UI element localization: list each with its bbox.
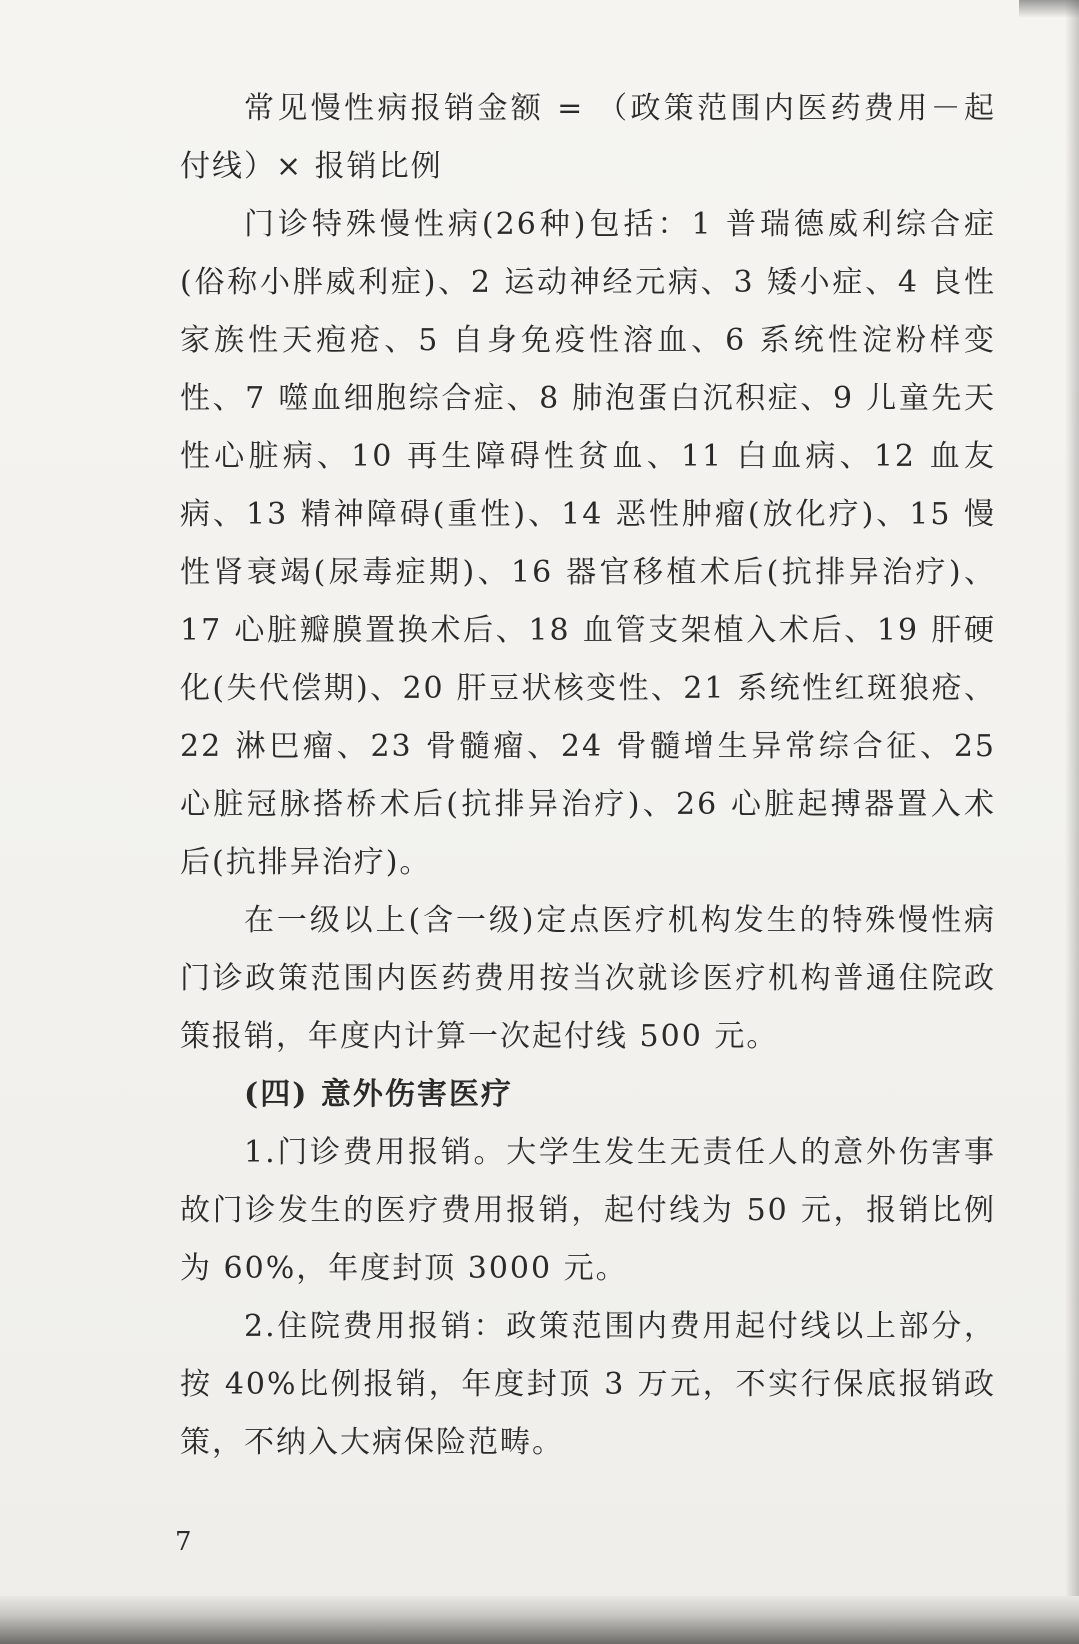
body-text xyxy=(180,80,996,1472)
formula-paragraph: 常见慢性病报销金额 = （政策范围内医药费用－起付线）× 报销比例 xyxy=(180,91,996,184)
page-number: 7 xyxy=(175,1527,192,1557)
outpatient-policy-paragraph: 在一级以上(含一级)定点医疗机构发生的特殊慢性病门诊政策范围内医药费用按当次就诊医疗机构普通住院政策报销，年度内计算一次起付线 500 元。 xyxy=(180,903,996,1054)
chronic-disease-list-paragraph: 门诊特殊慢性病(26种)包括：1 普瑞德威利综合症(俗称小胖威利症)、2 运动神经元病、3 矮小症、4 良性家族性天疱疮、5 自身免疫性溶血、6 系统性淀粉样变性、7 噬血细胞综合症、8 肺泡蛋白沉积症、9 儿童先天性心脏病、10 再生障碍性贫血、11 白血病、12 血友病、13 精神障碍(重性)、14 恶性肿瘤(放化疗)、15 慢性肾衰竭(尿毒症期)、16 器官移植术后(抗排异治疗)、17 心脏瓣膜置换术后、18 血管支架植入术后、19 肝硬化(失代偿期)、20 肝豆状核变性、21 系统性红斑狼疮、22 淋巴瘤、23 骨髓瘤、24 骨髓增生异常综合征、25 心脏冠脉搭桥术后(抗排异治疗)、26 心脏起搏器置入术后(抗排异治疗)。 xyxy=(180,207,996,880)
scan-corner-shadow xyxy=(1019,0,1079,18)
outpatient-reimbursement-paragraph: 1.门诊费用报销。大学生发生无责任人的意外伤害事故门诊发生的医疗费用报销，起付线为 50 元，报销比例为 60%，年度封顶 3000 元。 xyxy=(180,1135,996,1286)
scan-right-edge-shadow xyxy=(1065,0,1079,1644)
inpatient-reimbursement-paragraph: 2.住院费用报销：政策范围内费用起付线以上部分，按 40%比例报销，年度封顶 3 万元，不实行保底报销政策，不纳入大病保险范畴。 xyxy=(180,1309,996,1460)
section-heading-accident: (四) 意外伤害医疗 xyxy=(244,1077,513,1112)
scan-bottom-edge-shadow xyxy=(0,1596,1079,1644)
